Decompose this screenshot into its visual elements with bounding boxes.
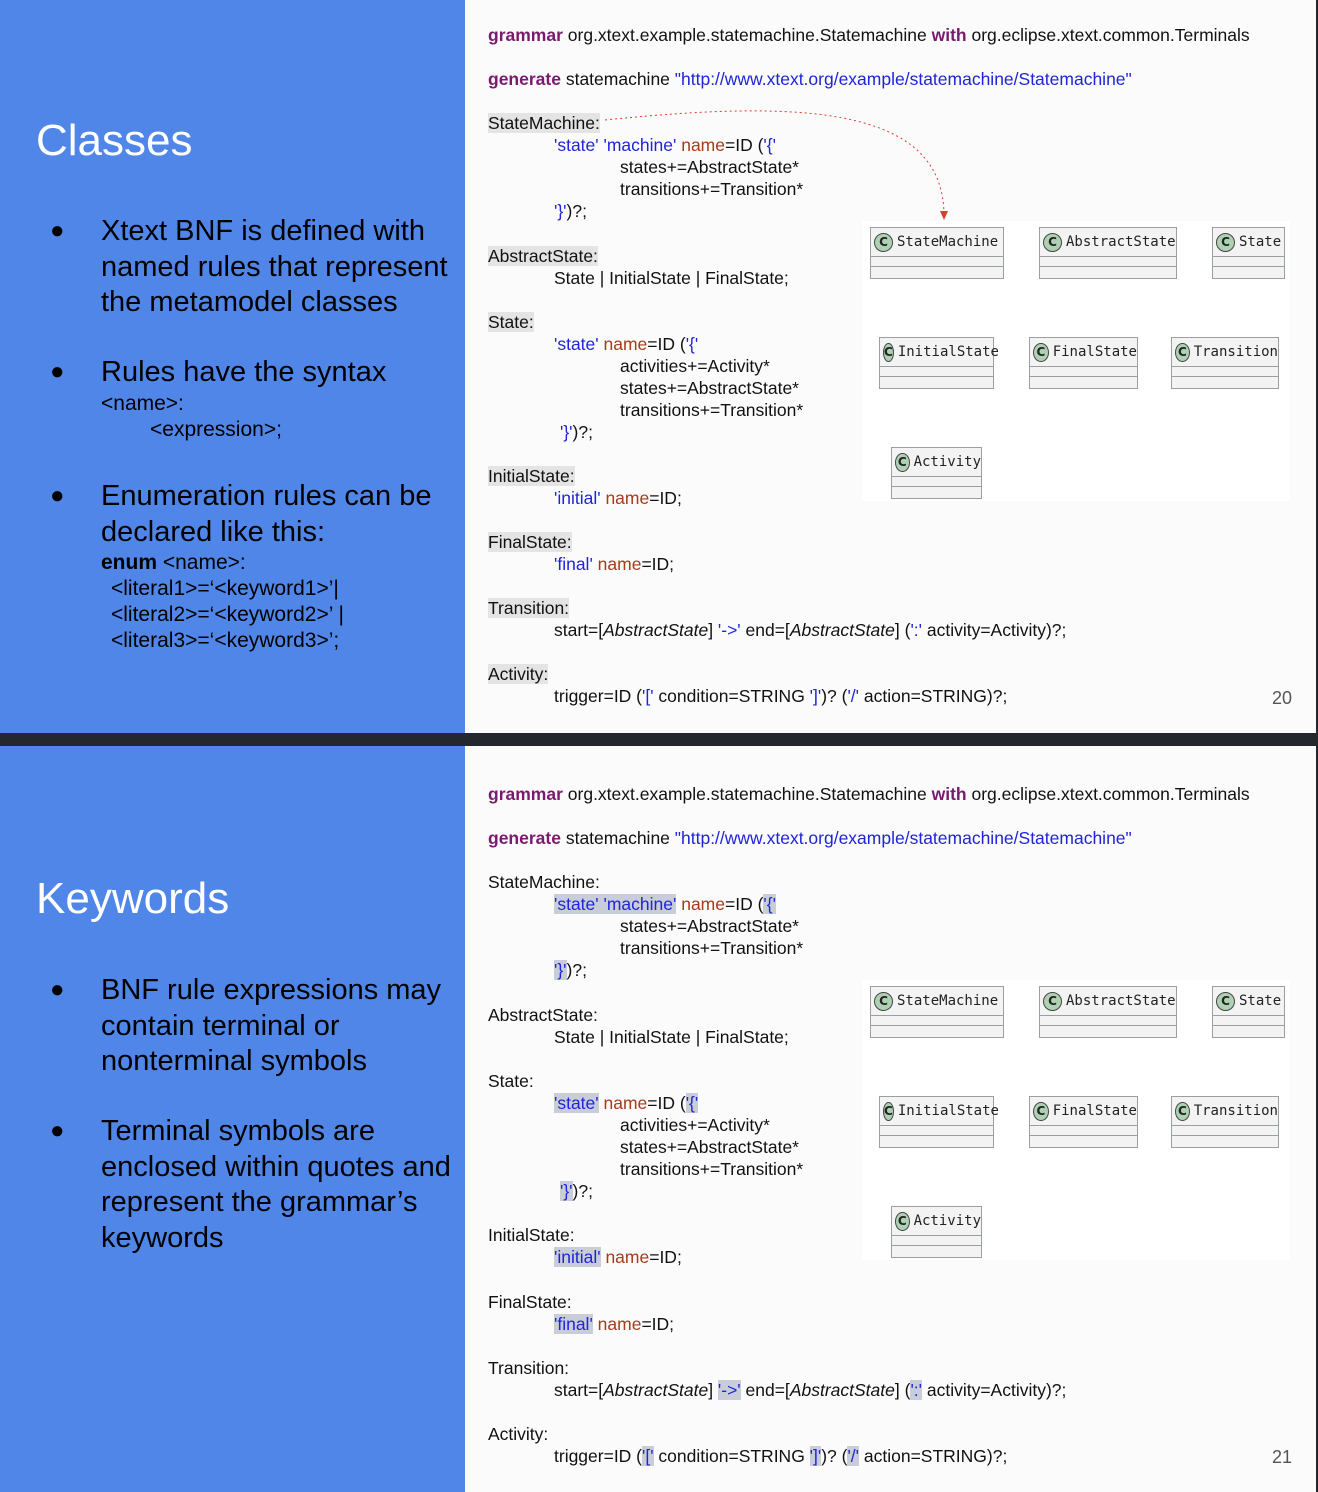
class-box [891, 1206, 982, 1258]
rule-body-line: State | InitialState | FinalState; [554, 268, 789, 288]
class-name: FinalState [1052, 1103, 1137, 1119]
bullet-text: Xtext BNF is defined with named rules that represent the metamodel classes [101, 215, 448, 318]
class-box [879, 337, 999, 389]
class-name: Activity [913, 1213, 981, 1229]
rule-body-line: start=[AbstractState] '->' end=[AbstractState] (':' activity=Activity)?; [554, 1380, 1067, 1400]
class-box [1029, 1096, 1138, 1148]
rule-body-line: states+=AbstractState* [620, 1137, 799, 1157]
rule-name: AbstractState: [488, 246, 598, 266]
rule-body-line: states+=AbstractState* [620, 157, 799, 177]
slide-left-panel [0, 0, 465, 733]
rule-name: Transition: [488, 598, 570, 618]
bullet-dot-icon: ● [50, 1117, 65, 1144]
rule-body-line: 'state' 'machine' name=ID ('{' [554, 135, 776, 155]
rule-body-line: 'state' 'machine' name=ID ('{' [554, 894, 776, 914]
rule-name: InitialState: [488, 466, 575, 486]
slide-classes [0, 0, 1318, 733]
rule-body-line: activities+=Activity* [620, 1115, 770, 1135]
bullet-text: Terminal symbols are enclosed within quotes and represent the grammar’s keywords [101, 1115, 451, 1254]
rule-name: InitialState: [488, 1225, 575, 1245]
bullet-text-line: Enumeration rules can be declared like this: [101, 480, 432, 548]
class-box [1029, 337, 1138, 389]
class-name: StateMachine [897, 234, 999, 250]
rule-name: FinalState: [488, 532, 572, 552]
rule-body-line: 'initial' name=ID; [554, 1247, 682, 1267]
bullet-text [101, 479, 461, 654]
rule-body-line: 'final' name=ID; [554, 554, 675, 574]
rule-body-line: transitions+=Transition* [620, 1159, 804, 1179]
rule-name: StateMachine: [488, 872, 600, 892]
class-box [1171, 337, 1279, 389]
rule-body-line: activities+=Activity* [620, 356, 770, 376]
rule-body-line: '}')?; [554, 960, 587, 980]
class-name: InitialState [897, 344, 999, 360]
rule-name: State: [488, 312, 534, 332]
class-box [891, 447, 982, 499]
bullet-dot-icon: ● [50, 482, 65, 509]
class-name: InitialState [897, 1103, 999, 1119]
mapping-arrow [600, 100, 960, 230]
class-icon: C [1043, 233, 1062, 252]
class-box [870, 227, 1004, 279]
enum-literal-line: <literal3>=‘<keyword3>’; [111, 629, 340, 652]
enum-literal-line: <literal2>=‘<keyword2>’ | [111, 603, 344, 626]
class-icon: C [895, 1212, 910, 1231]
class-icon: C [874, 992, 893, 1011]
rule-body-line: 'final' name=ID; [554, 1314, 675, 1334]
class-icon: C [1216, 233, 1235, 252]
arrow-head-icon [940, 211, 948, 220]
grammar-declaration: grammar org.xtext.example.statemachine.Statemachine with org.eclipse.xtext.common.Terminals [488, 25, 1250, 45]
class-diagram [862, 221, 1290, 501]
rule-body-line: 'initial' name=ID; [554, 488, 682, 508]
class-name: AbstractState [1066, 993, 1176, 1009]
rule-body-line: '}')?; [560, 422, 593, 442]
rule-body-line: states+=AbstractState* [620, 378, 799, 398]
class-box [1039, 986, 1177, 1038]
class-name: Transition [1193, 344, 1278, 360]
class-icon: C [883, 1102, 894, 1121]
rule-name: Activity: [488, 664, 549, 684]
bullet-dot-icon: ● [50, 217, 65, 244]
class-name: Transition [1193, 1103, 1278, 1119]
class-box [1039, 227, 1177, 279]
class-icon: C [1175, 1102, 1190, 1121]
class-box [1212, 986, 1285, 1038]
rule-name: Transition: [488, 1358, 570, 1378]
rule-body-line: 'state' name=ID ('{' [554, 334, 699, 354]
page-number: 20 [1271, 688, 1292, 708]
rule-body-line: trigger=ID ('[' condition=STRING ']')? ('/' action=STRING)?; [554, 686, 1008, 706]
slide-keywords [0, 746, 1318, 1492]
class-icon: C [1175, 343, 1190, 362]
rule-body-line: transitions+=Transition* [620, 938, 804, 958]
grammar-declaration: grammar org.xtext.example.statemachine.Statemachine with org.eclipse.xtext.common.Terminals [488, 784, 1250, 804]
class-name: AbstractState [1066, 234, 1176, 250]
syntax-name-line: <name>: [101, 391, 184, 415]
class-name: State [1239, 993, 1282, 1009]
rule-body-line: transitions+=Transition* [620, 400, 804, 420]
class-name: State [1239, 234, 1282, 250]
bullet-text-line: Rules have the syntax [101, 356, 387, 388]
bullet-text [101, 355, 461, 443]
rule-name: State: [488, 1071, 534, 1091]
bullet-dot-icon: ● [50, 976, 65, 1003]
rule-body-line: '}')?; [554, 201, 587, 221]
syntax-expression-line: <expression>; [150, 417, 282, 441]
rule-body-line: '}')?; [560, 1181, 593, 1201]
class-icon: C [883, 343, 894, 362]
class-box [870, 986, 1004, 1038]
rule-body-line: states+=AbstractState* [620, 916, 799, 936]
slide-left-panel [0, 746, 465, 1492]
class-icon: C [895, 453, 910, 472]
class-icon: C [1033, 343, 1049, 362]
class-box [879, 1096, 999, 1148]
class-name: StateMachine [897, 993, 999, 1009]
slide-title: Keywords [36, 874, 230, 923]
grammar-code [488, 746, 1250, 1466]
rule-body-line: transitions+=Transition* [620, 179, 804, 199]
rule-body-line: trigger=ID ('[' condition=STRING ']')? ('/' action=STRING)?; [554, 1446, 1008, 1466]
page-number: 21 [1271, 1447, 1292, 1467]
rule-name: StateMachine: [488, 113, 600, 133]
class-icon: C [1033, 1102, 1049, 1121]
class-icon: C [874, 233, 893, 252]
enum-literal-line: <literal1>=‘<keyword1>’| [111, 577, 339, 600]
enum-keyword: enum [101, 551, 158, 574]
class-name: FinalState [1052, 344, 1137, 360]
rule-name: Activity: [488, 1424, 549, 1444]
rule-body-line: State | InitialState | FinalState; [554, 1027, 789, 1047]
class-box [1212, 227, 1285, 279]
grammar-code [488, 0, 1250, 706]
rule-body-line: start=[AbstractState] '->' end=[AbstractState] (':' activity=Activity)?; [554, 620, 1067, 640]
rule-body-line: 'state' name=ID ('{' [554, 1093, 699, 1113]
slide-title: Classes [36, 116, 193, 165]
bullet-dot-icon: ● [50, 358, 65, 385]
class-name: Activity [913, 454, 981, 470]
bullet-text: BNF rule expressions may contain terminal or nonterminal symbols [101, 974, 442, 1077]
generate-declaration: generate statemachine "http://www.xtext.org/example/statemachine/Statemachine" [488, 69, 1132, 89]
generate-declaration: generate statemachine "http://www.xtext.org/example/statemachine/Statemachine" [488, 828, 1132, 848]
class-diagram [862, 980, 1290, 1260]
enum-name-line: <name>: [162, 551, 246, 574]
rule-name: AbstractState: [488, 1005, 598, 1025]
class-icon: C [1043, 992, 1062, 1011]
class-box [1171, 1096, 1279, 1148]
class-icon: C [1216, 992, 1235, 1011]
rule-name: FinalState: [488, 1292, 572, 1312]
